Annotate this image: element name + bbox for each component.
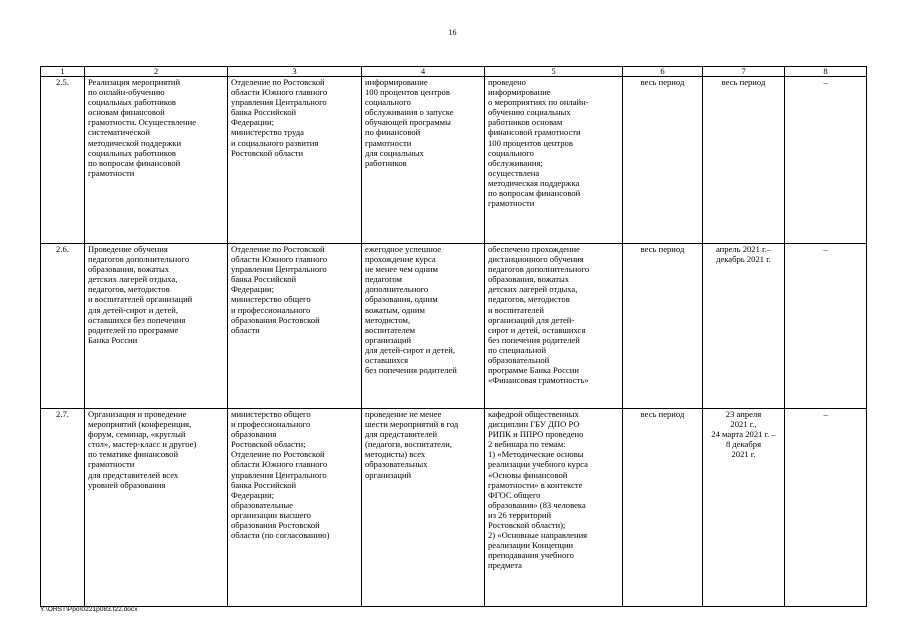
indicator-cell: ежегодное успешное прохождение курса не менее чем одним педагогом дополнительного образования, одним вожатым, одним методистом, воспитателем организаций для детей-сирот и детей, оставшихся без попечения родителей — [362, 244, 485, 409]
period-plan-cell: весь период — [623, 77, 703, 244]
row-number: 2.7. — [41, 409, 85, 607]
table-row — [41, 409, 867, 607]
period-fact-cell: весь период — [703, 77, 785, 244]
col-header-5: 5 — [485, 67, 623, 77]
activities-table — [40, 66, 867, 607]
event-cell: Проведение обучения педагогов дополнительного образования, вожатых детских лагерей отдыха, педагогов, методистов и воспитателей организаций для детей-сирот и детей, оставшихся без попечения родителей по программе Банка России — [85, 244, 228, 409]
row-number: 2.6. — [41, 244, 85, 409]
table-row — [41, 244, 867, 409]
result-cell: кафедрой общественных дисциплин ГБУ ДПО РО РИПК и ППРО проведено 2 вебинара по темам: 1) «Методические основы реализации учебного курса «Основы финансовой грамотности» в контексте ФГОС общего образования» (83 человека из 26 территорий Ростовской области); 2) «Основные направления реализации Концепции преподавания учебного предмета — [485, 409, 623, 607]
row-number: 2.5. — [41, 77, 85, 244]
col-header-7: 7 — [703, 67, 785, 77]
executor-cell: Отделение по Ростовской области Южного главного управления Центрального банка Российской Федерации; министерство труда и социального развития Ростовской области — [228, 77, 362, 244]
period-plan-cell: весь период — [623, 409, 703, 607]
period-fact-cell: 23 апреля 2021 г., 24 марта 2021 г. – 8 декабря 2021 г. — [703, 409, 785, 607]
period-plan-cell: весь период — [623, 244, 703, 409]
col-header-3: 3 — [228, 67, 362, 77]
result-cell: проведено информирование о мероприятиях по онлайн- обучению социальных работников основам финансовой грамотности 100 процентов центров социального обслуживания; осуществлена методическая поддержка по вопросам финансовой грамотности — [485, 77, 623, 244]
page-number: 16 — [448, 28, 457, 37]
col-header-4: 4 — [362, 67, 485, 77]
note-cell: – — [785, 244, 867, 409]
indicator-cell: информирование 100 процентов центров социального обслуживания о запуске обучающей программы по финансовой грамотности для социальных работников — [362, 77, 485, 244]
executor-cell: Отделение по Ростовской области Южного главного управления Центрального банка Российской Федерации; министерство общего и профессионального образования Ростовской области — [228, 244, 362, 409]
table-row — [41, 77, 867, 244]
col-header-8: 8 — [785, 67, 867, 77]
document-file-path: Y:\ORST\Ppo\0221p083.f22.docx — [40, 606, 138, 613]
col-header-1: 1 — [41, 67, 85, 77]
event-cell: Организация и проведение мероприятий (конференция, форум, семинар, «круглый стол», мастер-класс и другое) по тематике финансовой грамотности для представителей всех уровней образования — [85, 409, 228, 607]
note-cell: – — [785, 77, 867, 244]
executor-cell: министерство общего и профессионального образования Ростовской области; Отделение по Ростовской области Южного главного управления Центрального банка Российской Федерации; образовательные организации высшего образования Ростовской области (по согласованию) — [228, 409, 362, 607]
col-header-6: 6 — [623, 67, 703, 77]
header-row — [41, 67, 867, 77]
indicator-cell: проведение не менее шести мероприятий в год для представителей (педагоги, воспитатели, методисты) всех образовательных организаций — [362, 409, 485, 607]
col-header-2: 2 — [85, 67, 228, 77]
note-cell: – — [785, 409, 867, 607]
result-cell: обеспечено прохождение дистанционного обучения педагогов дополнительного образования, вожатых детских лагерей отдыха, педагогов, методистов и воспитателей организаций для детей- сирот и детей, оставшихся без попечения родителей по специальной образовательной программе Банка России «Финансовая грамотность» — [485, 244, 623, 409]
event-cell: Реализация мероприятий по онлайн-обучению социальных работников основам финансовой грамотности. Осуществление систематической методической поддержки социальных работников по вопросам финансовой грамотности — [85, 77, 228, 244]
period-fact-cell: апрель 2021 г.– декабрь 2021 г. — [703, 244, 785, 409]
